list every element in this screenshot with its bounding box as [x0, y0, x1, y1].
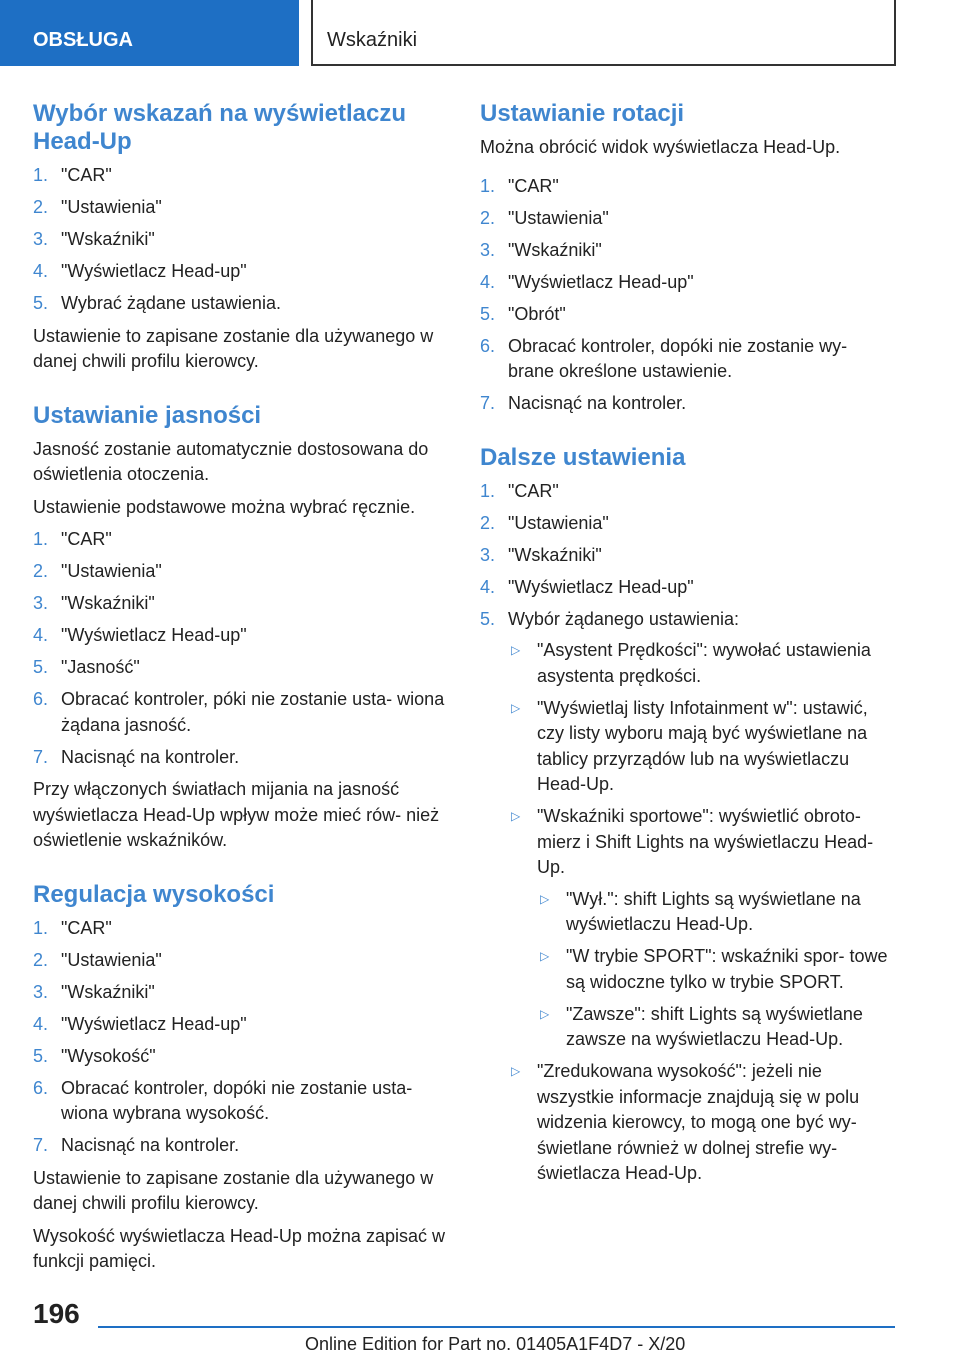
bullet-text: "Wył.": shift Lights są wyświetlane na wyświetlaczu Head-Up. [566, 888, 861, 934]
heading-further-settings: Dalsze ustawienia [480, 443, 686, 471]
step-text: "CAR" [508, 175, 559, 196]
step-text: "Ustawienia" [61, 949, 162, 970]
step-text: "Jasność" [61, 657, 140, 677]
step [33, 687, 451, 738]
step [33, 916, 451, 942]
page-number: 196 [33, 1298, 80, 1329]
step-text: "Wskaźniki" [61, 229, 155, 249]
step [33, 655, 451, 681]
paragraph: Można obrócić widok wyświetlacza Head-Up. [480, 137, 841, 157]
step-number: 1. [33, 529, 49, 549]
heading-rotation: Ustawianie rotacji [480, 100, 685, 127]
footer-divider [98, 1326, 895, 1328]
steps-brightness [33, 527, 451, 770]
step-number: 2. [480, 207, 496, 228]
step-text: Nacisnąć na kontroler. [61, 1135, 240, 1155]
step [480, 391, 898, 417]
step [33, 559, 451, 585]
step [33, 745, 451, 771]
step-number: 3. [480, 239, 496, 260]
step [480, 575, 898, 601]
step-text: "Ustawienia" [508, 207, 609, 228]
bullet-item [508, 638, 898, 689]
heading-head-up-selection: Wybór wskazań na wyświetlaczu Head-Up [33, 100, 407, 155]
steps-head-up-selection [33, 163, 451, 317]
step-number: 3. [33, 229, 49, 249]
paragraph: Ustawienie to zapisane zostanie dla używanego w danej chwili profilu kierowcy. [33, 325, 434, 371]
step-number: 4. [480, 576, 496, 597]
paragraph: Ustawienie to zapisane zostanie dla używanego w danej chwili profilu kierowcy. [33, 1167, 434, 1213]
step-text: "Ustawienia" [508, 512, 609, 533]
step [33, 591, 451, 617]
step [33, 980, 451, 1006]
step-text: "Wskaźniki" [508, 544, 602, 565]
step-number: 2. [33, 197, 49, 217]
step-text: Nacisnąć na kontroler. [61, 746, 240, 767]
step-text: "CAR" [61, 917, 112, 938]
triangle-bullet-icon: ▷ [511, 643, 521, 657]
heading-brightness: Ustawianie jasności [33, 401, 262, 429]
step-number: 1. [33, 917, 49, 938]
bullet-text: "Wyświetlaj listy Infotainment w": ustawić, czy listy wyboru mają być wyświetlane na tablicy przyrządów lub na wyświetlaczu Head-Up. [537, 697, 868, 794]
step [33, 527, 451, 553]
step [33, 623, 451, 649]
steps-further-settings [480, 479, 898, 1187]
bullet-text: "W trybie SPORT": wskaźniki spor- towe są widoczne tylko w trybie SPORT. [566, 946, 888, 992]
step-number: 4. [33, 1013, 49, 1034]
step-number: 2. [480, 512, 496, 533]
step-number: 5. [33, 1045, 49, 1066]
step-text: "Wskaźniki" [61, 593, 155, 613]
step-number: 7. [480, 393, 496, 413]
step-number: 1. [480, 480, 496, 501]
triangle-bullet-icon: ▷ [540, 891, 550, 906]
step [33, 195, 451, 221]
step-text: "Ustawienia" [61, 561, 162, 581]
step-text: Obracać kontroler, póki nie zostanie usta- wiona żądana jasność. [61, 689, 445, 735]
bullet-text: "Zawsze": shift Lights są wyświetlane zawsze na wyświetlaczu Head-Up. [566, 1003, 863, 1049]
step-text: "Wysokość" [61, 1045, 156, 1066]
step-number: 7. [33, 1135, 49, 1155]
bullet-text: "Asystent Prędkości": wywołać ustawienia asystenta prędkości. [537, 640, 871, 686]
step-number: 5. [480, 303, 496, 324]
step-number: 7. [33, 746, 49, 767]
step-number: 4. [33, 261, 49, 281]
step-text: "CAR" [508, 480, 559, 501]
step-text: "Ustawienia" [61, 197, 162, 217]
triangle-bullet-icon: ▷ [511, 1064, 521, 1078]
step [480, 302, 898, 328]
step [480, 334, 898, 385]
page-header [0, 0, 960, 66]
step [33, 1012, 451, 1038]
step [33, 1133, 451, 1159]
step-text: "Wyświetlacz Head-up" [61, 625, 247, 645]
steps-rotation [480, 174, 898, 417]
step-text: "CAR" [61, 165, 112, 185]
step-number: 2. [33, 949, 49, 970]
step-number: 6. [33, 1077, 49, 1098]
bullet-list [508, 638, 898, 1187]
step [33, 948, 451, 974]
step [33, 291, 451, 317]
step-text: "Wskaźniki" [508, 239, 602, 260]
step [33, 1076, 451, 1127]
step-number: 3. [33, 981, 49, 1002]
paragraph: Wysokość wyświetlacza Head-Up można zapisać w funkcji pamięci. [33, 1225, 445, 1271]
step-number: 4. [480, 271, 496, 292]
sub-bullet-list [537, 887, 898, 1053]
step [480, 607, 898, 1187]
section-tab: OBSŁUGA [0, 0, 299, 66]
edition-text: Online Edition for Part no. 01405A1F4D7 - X/20 [305, 1334, 686, 1354]
step-text: "Wyświetlacz Head-up" [61, 261, 247, 281]
step-text: Obracać kontroler, dopóki nie zostanie usta- wiona wybrana wysokość. [61, 1077, 413, 1123]
step-text: "Obrót" [508, 303, 566, 324]
step-number: 3. [33, 593, 49, 613]
step [480, 174, 898, 200]
sub-bullet-item [537, 887, 898, 938]
step-number: 3. [480, 544, 496, 565]
step-number: 1. [480, 175, 496, 196]
steps-height [33, 916, 451, 1159]
step [480, 238, 898, 264]
step-text: Wybór żądanego ustawienia: [508, 608, 739, 629]
step [480, 270, 898, 296]
step [33, 1044, 451, 1070]
bullet-text: "Zredukowana wysokość": jeżeli nie wszystkie informacje znajdują się w polu widzenia kierowcy, to mogą one być wy- świetlane również w dolnej strefie wy- świetlacza Head-Up. [537, 1061, 860, 1183]
step-text: "Wyświetlacz Head-up" [508, 271, 694, 292]
paragraph: Ustawienie podstawowe można wybrać ręcznie. [33, 496, 416, 517]
step-text: "Wyświetlacz Head-up" [61, 1013, 247, 1034]
step-text: Obracać kontroler, dopóki nie zostanie wy- brane określone ustawienie. [508, 335, 848, 381]
chapter-title: Wskaźniki [311, 0, 896, 66]
step [33, 163, 451, 189]
step-number: 4. [33, 625, 49, 645]
step-text: "CAR" [61, 529, 112, 549]
step-number: 5. [480, 608, 496, 629]
step [480, 479, 898, 505]
paragraph: Jasność zostanie automatycznie dostosowana do oświetlenia otoczenia. [33, 438, 429, 484]
step-number: 5. [33, 293, 49, 313]
step [480, 206, 898, 232]
step-text: "Wskaźniki" [61, 981, 155, 1002]
step-text: "Wyświetlacz Head-up" [508, 576, 694, 597]
sub-bullet-item [537, 1002, 898, 1053]
sub-bullet-item [537, 944, 898, 995]
step [33, 227, 451, 253]
step-number: 5. [33, 657, 49, 677]
step-number: 6. [33, 689, 49, 709]
step [33, 259, 451, 285]
step-text: Wybrać żądane ustawienia. [61, 293, 281, 313]
triangle-bullet-icon: ▷ [511, 809, 521, 823]
bullet-text: "Wskaźniki sportowe": wyświetlić obroto- mierz i Shift Lights na wyświetlaczu Head- Up. [537, 806, 874, 877]
bullet-item [508, 804, 898, 1053]
triangle-bullet-icon: ▷ [511, 700, 521, 715]
heading-height: Regulacja wysokości [33, 880, 275, 908]
right-column [480, 100, 898, 1194]
step [480, 543, 898, 569]
step-text: Nacisnąć na kontroler. [508, 393, 687, 413]
paragraph: Przy włączonych światłach mijania na jasność wyświetlacza Head-Up wpływ może mieć rów- nież oświetlenie wskaźników. [33, 779, 440, 850]
triangle-bullet-icon: ▷ [540, 949, 550, 963]
bullet-item [508, 696, 898, 798]
step-number: 1. [33, 165, 49, 185]
step-number: 2. [33, 561, 49, 581]
bullet-item [508, 1059, 898, 1187]
left-column [33, 100, 451, 1282]
step [480, 511, 898, 537]
step-number: 6. [480, 335, 496, 356]
triangle-bullet-icon: ▷ [540, 1006, 550, 1021]
